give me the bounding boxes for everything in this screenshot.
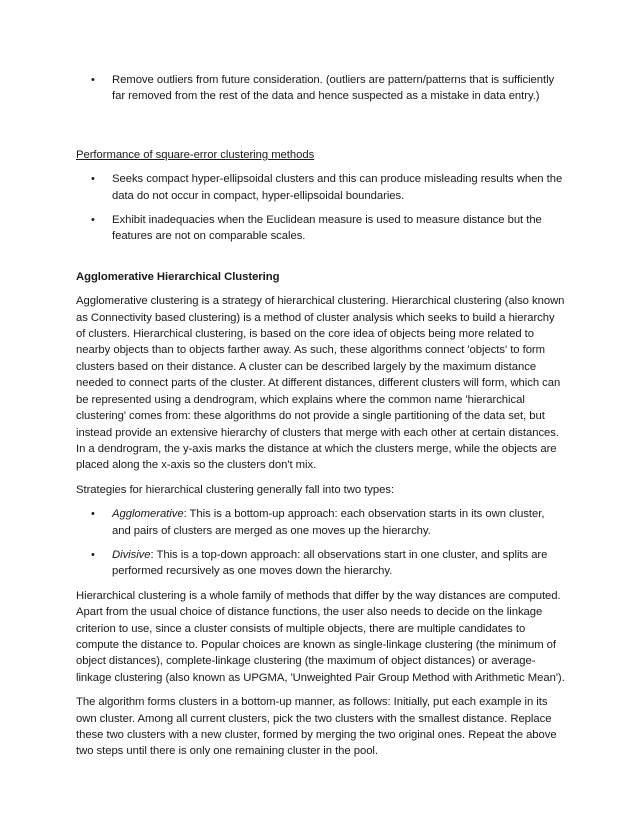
performance-bullet-text: Exhibit inadequacies when the Euclidean measure is used to measure distance but the features are not on comparable scales.	[112, 214, 542, 243]
performance-list	[76, 171, 566, 245]
bullet-icon: •	[91, 74, 95, 86]
paragraph: Agglomerative clustering is a strategy of hierarchical clustering. Hierarchical clustering (also known as Connectivity based clustering) is a method of cluster analysis which seeks to build a hierarchy of clusters. Hierarchical clustering, is based on the core idea of objects being more related to nearby objects than to objects farther away. As such, these algorithms connect 'objects' to form clusters based on their distance. A cluster can be described largely by the maximum distance needed to connect parts of the cluster. At different distances, different clusters will form, which can be represented using a dendrogram, which explains where the common name 'hierarchical clustering' comes from: these algorithms do not provide a single partitioning of the data set, but instead provide an extensive hierarchy of clusters that merge with each other at certain distances. In a dendrogram, the y-axis marks the distance at which the clusters merge, while the objects are placed along the x-axis so the clusters don't mix.	[76, 295, 565, 472]
type-desc: : This is a top-down approach: all observations start in one cluster, and splits are performed recursively as one moves down the hierarchy.	[112, 548, 548, 578]
types-list	[76, 506, 566, 580]
list-item	[76, 72, 566, 105]
bullet-icon: •	[91, 214, 95, 227]
agglomerative-heading: Agglomerative Hierarchical Clustering	[76, 270, 280, 283]
strategies-intro: Strategies for hierarchical clustering generally fall into two types:	[76, 483, 395, 496]
type-desc: : This is a bottom-up approach: each observation starts in its own cluster, and pairs of clusters are merged as one moves up the hierarchy.	[112, 508, 545, 537]
performance-heading: Performance of square-error clustering methods	[76, 148, 315, 161]
list-item	[76, 547, 566, 580]
paragraph: Hierarchical clustering is a whole family of methods that differ by the way distances are computed. Apart from the usual choice of distance functions, the user also needs to decide on the linkage criterion to use, since a cluster consists of multiple objects, there are multiple candidates to compute the distance to. Popular choices are known as single-linkage clustering (the minimum of object distances), complete-linkage clustering (the maximum of object distances) or average-linkage clustering (also known as UPGMA, 'Unweighted Pair Group Method with Arithmetic Mean').	[76, 589, 565, 684]
type-term: Divisive	[112, 548, 151, 561]
list-item	[76, 171, 566, 204]
outliers-bullet-text: Remove outliers from future consideration. (outliers are pattern/patterns that is sufficiently far removed from the rest of the data and hence suspected as a mistake in data entry.)	[112, 74, 555, 103]
bullet-icon: •	[91, 508, 95, 521]
list-item	[76, 212, 566, 245]
bullet-icon: •	[91, 173, 95, 186]
paragraph: The algorithm forms clusters in a bottom-up manner, as follows: Initially, put each example in its own cluster. Among all current clusters, pick the two clusters with the smallest distance. Replace these two clusters with a new cluster, formed by merging the two original ones. Repeat the above two steps until there is only one remaining cluster in the pool.	[76, 696, 557, 758]
list-item	[76, 506, 566, 539]
outliers-list	[76, 72, 566, 105]
performance-bullet-text: Seeks compact hyper-ellipsoidal clusters and this can produce misleading results when the data do not occur in compact, hyper-ellipsoidal boundaries.	[112, 173, 563, 202]
type-term: Agglomerative	[112, 508, 184, 521]
bullet-icon: •	[91, 548, 95, 561]
